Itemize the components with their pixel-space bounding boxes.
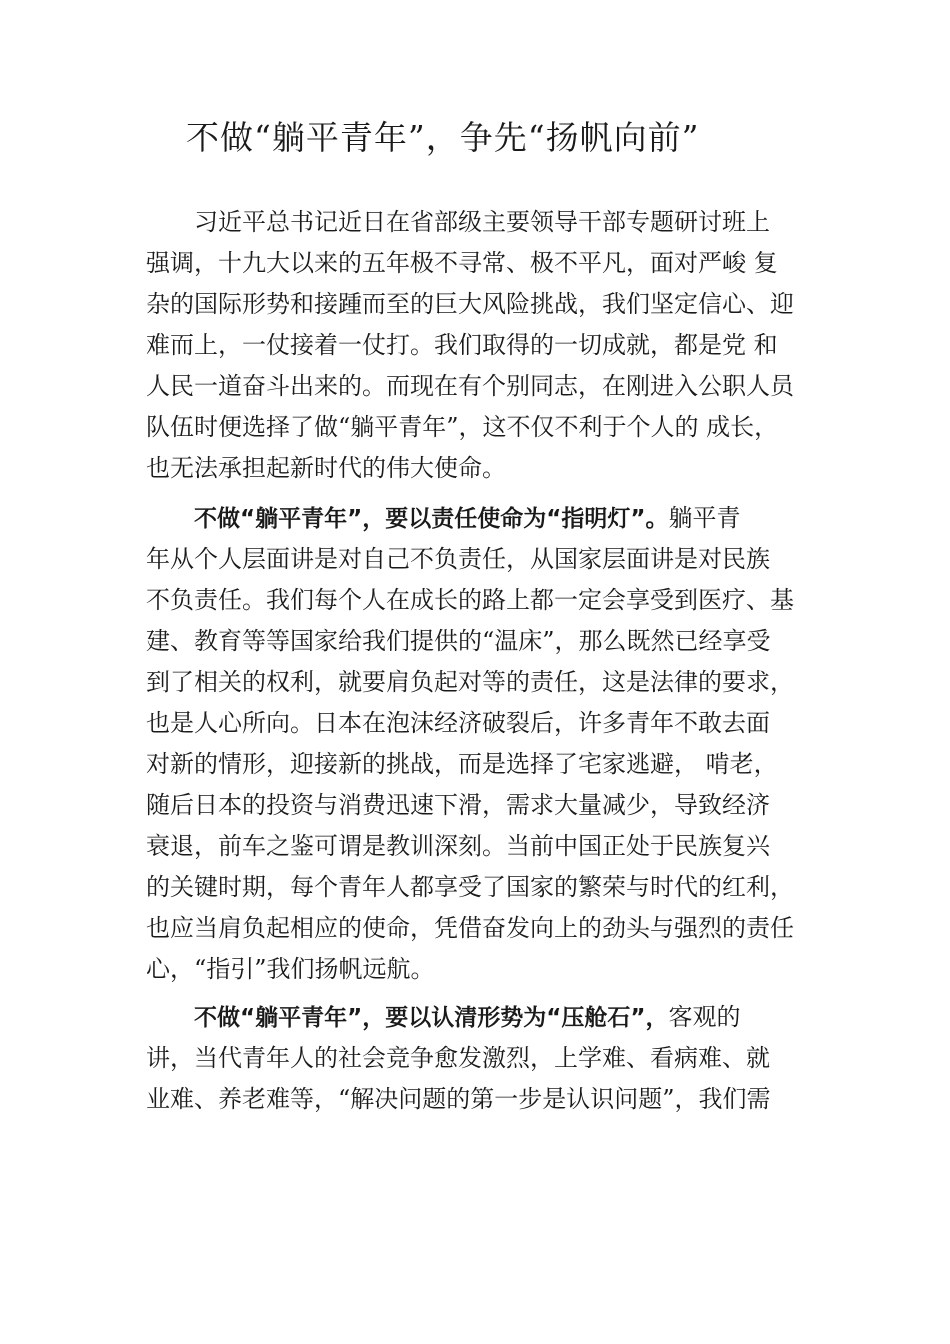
paragraph-text: 躺平青 — [668, 504, 741, 532]
section-heading: 不做“躺平青年”，要以认清形势为“压舱石”， — [194, 1005, 669, 1031]
paragraph-line: 队伍时便选择了做“躺平青年”，这不仅不利于个人的 成长， — [146, 413, 779, 441]
section-heading: 不做“躺平青年”，要以责任使命为“指明灯”。 — [194, 506, 669, 532]
situation-paragraph — [146, 997, 836, 1120]
responsibility-paragraph — [146, 498, 836, 990]
paragraph-line: 人民一道奋斗出来的。而现在有个别同志，在刚进入公职人员 — [146, 372, 794, 400]
document-title: 不做“躺平青年”，争先“扬帆向前” — [186, 118, 700, 157]
paragraph-line: 杂的国际形势和接踵而至的巨大风险挑战，我们坚定信心、迎 — [146, 290, 794, 318]
intro-paragraph — [146, 202, 836, 489]
paragraph-text: 客观的 — [668, 1003, 741, 1031]
paragraph-line: 的关键时期，每个青年人都享受了国家的繁荣与时代的红利， — [146, 873, 794, 901]
paragraph-line — [146, 997, 836, 1038]
paragraph-line: 年从个人层面讲是对自己不负责任，从国家层面讲是对民族 — [146, 545, 770, 573]
paragraph-line: 讲，当代青年人的社会竞争愈发激烈，上学难、看病难、就 — [146, 1044, 770, 1072]
paragraph-line: 心，“指引”我们扬帆远航。 — [146, 955, 435, 983]
paragraph-line: 随后日本的投资与消费迅速下滑，需求大量减少，导致经济 — [146, 791, 770, 819]
paragraph-line: 也无法承担起新时代的伟大使命。 — [146, 454, 506, 482]
paragraph-line: 也应当肩负起相应的使命，凭借奋发向上的劲头与强烈的责任 — [146, 914, 794, 942]
paragraph-line: 强调，十九大以来的五年极不寻常、极不平凡，面对严峻 复 — [146, 249, 778, 277]
paragraph-line: 业难、养老难等，“解决问题的第一步是认识问题”，我们需 — [146, 1085, 771, 1113]
paragraph-line — [146, 498, 836, 539]
paragraph-line: 建、教育等等国家给我们提供的“温床”，那么既然已经享受 — [146, 627, 771, 655]
paragraph-line: 衰退，前车之鉴可谓是教训深刻。当前中国正处于民族复兴 — [146, 832, 770, 860]
paragraph-line: 到了相关的权利，就要肩负起对等的责任，这是法律的要求， — [146, 668, 794, 696]
paragraph-line: 习近平总书记近日在省部级主要领导干部专题研讨班上 — [194, 208, 770, 236]
paragraph-line: 不负责任。我们每个人在成长的路上都一定会享受到医疗、基 — [146, 586, 794, 614]
paragraph-line: 难而上，一仗接着一仗打。我们取得的一切成就，都是党 和 — [146, 331, 778, 359]
paragraph-line: 对新的情形，迎接新的挑战，而是选择了宅家逃避， 啃老， — [146, 750, 778, 778]
paragraph-line: 也是人心所向。日本在泡沫经济破裂后，许多青年不敢去面 — [146, 709, 770, 737]
